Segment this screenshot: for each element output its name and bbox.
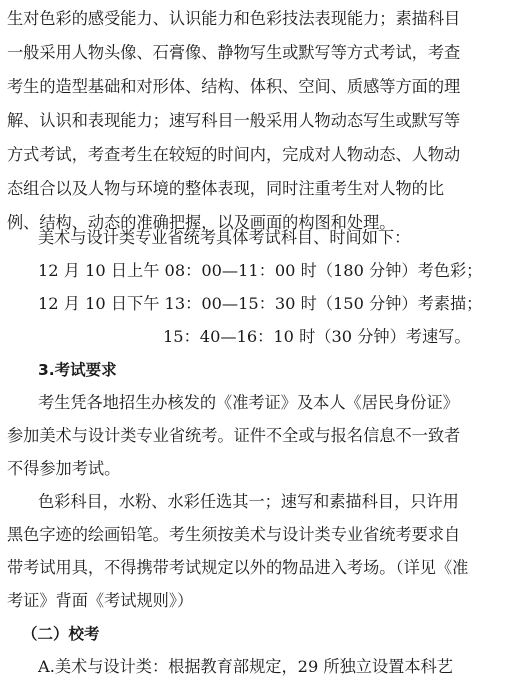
paragraph-line: 态组合以及人物与环境的整体表现，同时注重考生对人物的比 [7, 179, 445, 198]
schedule-color: 12 月 10 日上午 08：00—11：00 时（180 分钟）考色彩； [38, 261, 483, 280]
paragraph-line: 色彩科目，水粉、水彩任选其一；速写和素描科目，只许用 [38, 492, 459, 511]
paragraph-line: 方式考试，考查考生在较短的时间内，完成对人物动态、人物动 [7, 145, 461, 164]
section-heading: 3.考试要求 [38, 361, 117, 379]
paragraph-line: 考生凭各地招生办核发的《准考证》及本人《居民身份证》 [38, 393, 459, 412]
paragraph-line: 黑色字迹的绘画铅笔。考生须按美术与设计类专业省统考要求自 [7, 525, 461, 544]
paragraph-line: 考生的造型基础和对形体、结构、体积、空间、质感等方面的理 [7, 77, 461, 96]
schedule-sketch: 12 月 10 日下午 13：00—15：30 时（150 分钟）考素描； [38, 294, 483, 313]
paragraph-line: 考证》背面《考试规则》） [7, 591, 194, 610]
schedule-intro: 美术与设计类专业省统考具体考试科目、时间如下： [38, 228, 411, 247]
paragraph-line: A.美术与设计类：根据教育部规定，29 所独立设置本科艺 [38, 657, 453, 676]
paragraph-line: 参加美术与设计类专业省统考。证件不全或与报名信息不一致者 [7, 426, 461, 445]
paragraph-line: 例、结构、动态的准确把握，以及画面的构图和处理。 [7, 213, 396, 232]
paragraph-line: 带考试用具，不得携带考试规定以外的物品进入考场。（详见《准 [7, 558, 469, 577]
section-heading: （二）校考 [22, 625, 100, 643]
paragraph-line: 解、认识和表现能力；速写科目一般采用人物动态写生或默写等 [7, 111, 461, 130]
paragraph-line: 一般采用人物头像、石膏像、静物写生或默写等方式考试，考查 [7, 43, 461, 62]
paragraph-line: 不得参加考试。 [7, 459, 121, 478]
paragraph-line: 生对色彩的感受能力、认识能力和色彩技法表现能力；素描科目 [7, 9, 461, 28]
schedule-quick-sketch: 15：40—16：10 时（30 分钟）考速写。 [163, 327, 471, 346]
